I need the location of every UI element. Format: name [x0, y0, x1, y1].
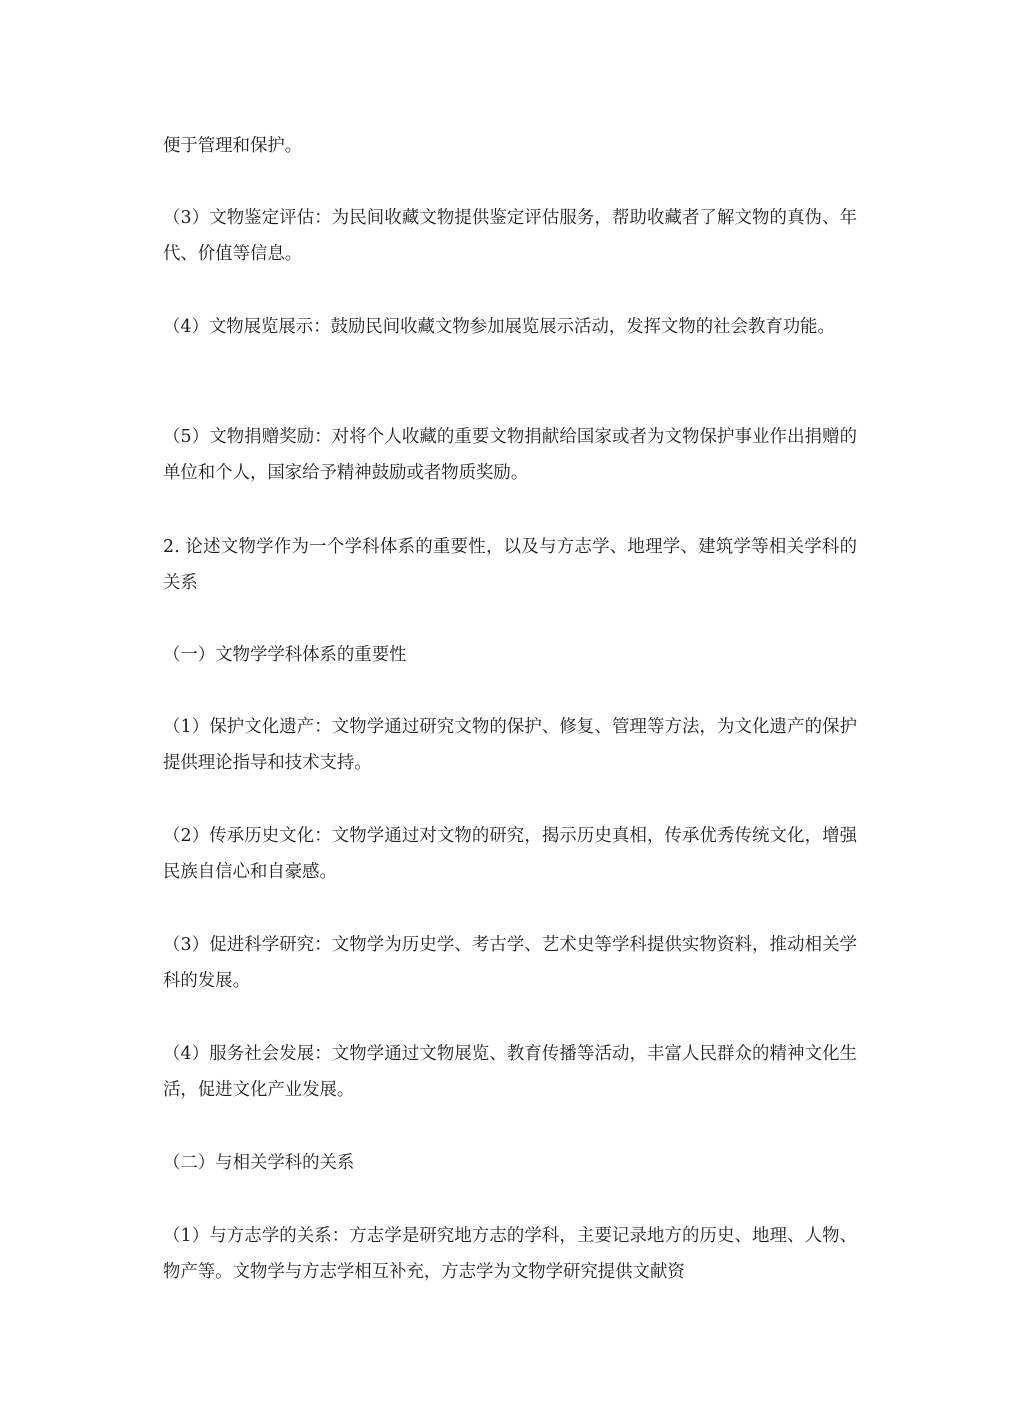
- paragraph-item-4-exhibition: （4）文物展览展示：鼓励民间收藏文物参加展览展示活动，发挥文物的社会教育功能。: [163, 317, 835, 337]
- paragraph-item-2-inherit: （2）传承历史文化：文物学通过对文物的研究，揭示历史真相，传承优秀传统文化，增强民族自信心和自豪感。: [163, 826, 857, 882]
- paragraph-item-3-research: （3）促进科学研究：文物学为历史学、考古学、艺术史等学科提供实物资料，推动相关学科的发展。: [163, 935, 857, 991]
- paragraph-item-4-service: （4）服务社会发展：文物学通过文物展览、教育传播等活动，丰富人民群众的精神文化生活，促进文化产业发展。: [163, 1044, 857, 1100]
- paragraph-item-1-gazetteer: （1）与方志学的关系：方志学是研究地方志的学科，主要记录地方的历史、地理、人物、物产等。文物学与方志学相互补充，方志学为文物学研究提供文献资: [163, 1226, 857, 1282]
- section-heading-1: （一）文物学学科体系的重要性: [163, 645, 407, 665]
- paragraph-item-3-appraisal: （3）文物鉴定评估：为民间收藏文物提供鉴定评估服务，帮助收藏者了解文物的真伪、年代、价值等信息。: [163, 208, 857, 264]
- paragraph-item-1-protect: （1）保护文化遗产：文物学通过研究文物的保护、修复、管理等方法，为文化遗产的保护提供理论指导和技术支持。: [163, 717, 857, 773]
- section-heading-2: （二）与相关学科的关系: [163, 1153, 355, 1173]
- paragraph-continuation: 便于管理和保护。: [163, 136, 303, 156]
- paragraph-item-5-donation: （5）文物捐赠奖励：对将个人收藏的重要文物捐献给国家或者为文物保护事业作出捐赠的单位和个人，国家给予精神鼓励或者物质奖励。: [163, 427, 857, 483]
- question-heading-2: 2. 论述文物学作为一个学科体系的重要性，以及与方志学、地理学、建筑学等相关学科的关系: [163, 537, 857, 593]
